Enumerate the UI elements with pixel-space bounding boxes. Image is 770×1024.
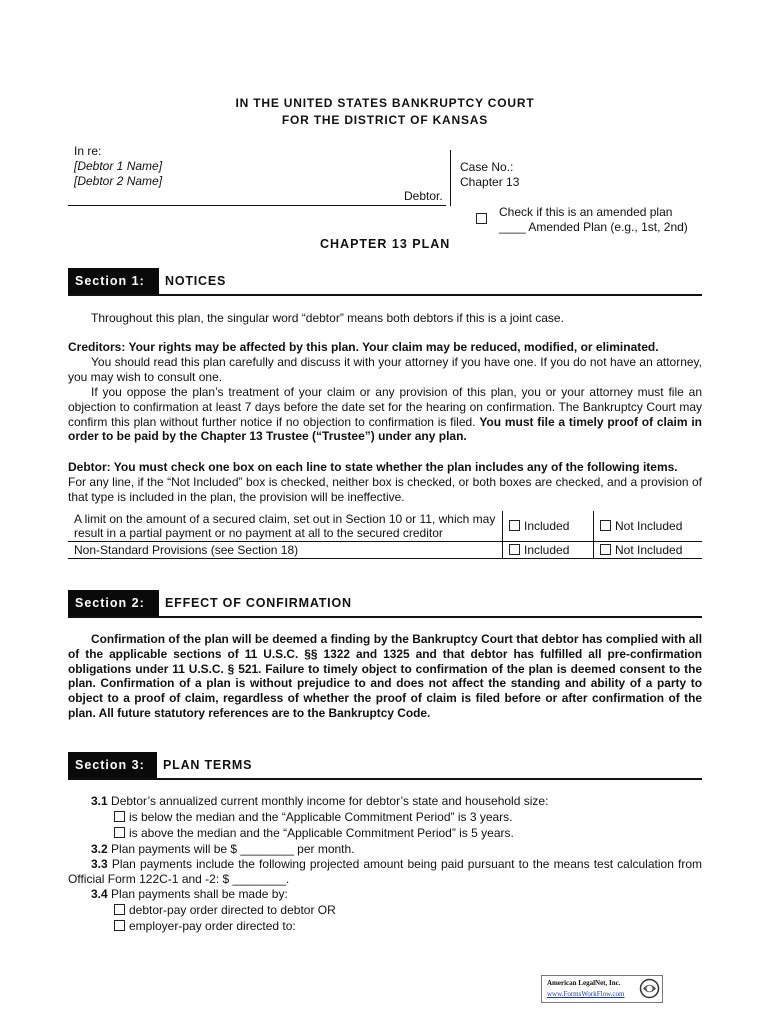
creditors-heading: Creditors: Your rights may be affected by this plan. Your claim may be reduced, modified, or eliminated. xyxy=(68,340,659,354)
included-cell[interactable] xyxy=(503,511,594,542)
not-included-label: Not Included xyxy=(615,519,683,533)
amended-plan-number: ____ Amended Plan (e.g., 1st, 2nd) xyxy=(499,220,688,234)
debtor2-name: [Debtor 2 Name] xyxy=(74,174,163,188)
creditors-paragraph-2 xyxy=(68,385,702,444)
plan-title: CHAPTER 13 PLAN xyxy=(320,237,451,251)
section-3-rule xyxy=(68,778,702,780)
chapter-label: Chapter 13 xyxy=(460,175,520,189)
term-3-4-text: Plan payments shall be made by: xyxy=(111,887,288,901)
section-3-label: Section 3: xyxy=(68,752,157,778)
section-3-header xyxy=(68,752,702,778)
creditors-paragraph-1: You should read this plan carefully and discuss it with your attorney if you have one. If you do not have an attorney, you may wish to consult one. xyxy=(68,355,702,384)
provision-item: Non-Standard Provisions (see Section 18) xyxy=(68,542,503,559)
proof-of-claim-notice: You must file a timely proof of claim in order to be paid by the Chapter 13 Trustee (“Trustee”) under any plan. xyxy=(68,414,703,444)
debtor1-name: [Debtor 1 Name] xyxy=(74,159,163,173)
section-1-title: NOTICES xyxy=(165,274,227,288)
section-3-title: PLAN TERMS xyxy=(163,758,253,772)
court-district: FOR THE DISTRICT OF KANSAS xyxy=(281,113,489,127)
not-included-cell[interactable] xyxy=(594,511,703,542)
term-3-1-text: Debtor’s annualized current monthly income for debtor’s state and household size: xyxy=(111,794,549,808)
provisions-table xyxy=(68,511,702,559)
table-row xyxy=(68,542,702,559)
not-included-cell[interactable] xyxy=(594,542,703,559)
term-3-4 xyxy=(91,887,288,901)
in-re-label: In re: xyxy=(74,144,102,158)
not-included-checkbox[interactable] xyxy=(600,520,611,531)
logo-company: American LegalNet, Inc. xyxy=(547,979,621,987)
section-2-header xyxy=(68,590,702,616)
included-label: Included xyxy=(524,543,570,557)
term-3-1 xyxy=(91,794,548,808)
included-checkbox[interactable] xyxy=(509,520,520,531)
term-3-2 xyxy=(91,842,355,856)
not-included-label: Not Included xyxy=(615,543,683,557)
debtor-pay-label: debtor-pay order directed to debtor OR xyxy=(129,903,336,917)
below-median-label: is below the median and the “Applicable Commitment Period” is 3 years. xyxy=(129,810,513,824)
debtor-pay-option[interactable] xyxy=(114,903,336,917)
above-median-option[interactable] xyxy=(114,826,514,840)
debtor-label: Debtor. xyxy=(404,189,443,203)
case-number-label: Case No.: xyxy=(460,160,514,174)
section-2-rule xyxy=(68,616,702,618)
confirmation-paragraph: Confirmation of the plan will be deemed a finding by the Bankruptcy Court that debtor has complied with all of the applicable sections of 11 U.S.C. §§ 1322 and 1325 and that debtor has fulfilled all pre-confirmation obligations under 11 U.S.C. § 521. Failure to timely object to confirmation of the plan is deemed consent to the plan. Confirmation of a plan is without prejudice to and does not affect the standing and ability of a party to object to a proof of claim, regardless of whether the proof of claim is filed before or after confirmation of the plan. All future statutory references are to the Bankruptcy Code. xyxy=(68,632,702,720)
logo-url[interactable]: www.FormsWorkFlow.com xyxy=(547,990,625,998)
term-3-3-number: 3.3 xyxy=(91,857,108,871)
globe-icon xyxy=(639,978,660,999)
section-1-header xyxy=(68,268,702,294)
debtor-paragraph: For any line, if the “Not Included” box is checked, neither box is checked, or both boxes are checked, and a provision of that type is included in the plan, the provision will be ineffective. xyxy=(68,475,702,504)
below-median-checkbox[interactable] xyxy=(114,811,125,822)
term-3-1-number: 3.1 xyxy=(91,794,108,808)
section-1-rule xyxy=(68,294,702,296)
term-3-2-text: Plan payments will be $ ________ per month. xyxy=(111,842,355,856)
section-2-label: Section 2: xyxy=(68,590,159,616)
above-median-label: is above the median and the “Applicable Commitment Period” is 5 years. xyxy=(129,826,514,840)
caption-divider xyxy=(450,150,451,206)
included-cell[interactable] xyxy=(503,542,594,559)
caption-rule xyxy=(68,205,446,206)
provision-item: A limit on the amount of a secured claim, set out in Section 10 or 11, which may result in a partial payment or no payment at all to the secured creditor xyxy=(68,511,503,542)
term-3-3 xyxy=(68,857,702,887)
debtor-heading: Debtor: You must check one box on each line to state whether the plan includes any of the following items. xyxy=(68,460,678,474)
joint-case-note: Throughout this plan, the singular word “debtor” means both debtors if this is a joint case. xyxy=(91,311,564,325)
debtor-pay-checkbox[interactable] xyxy=(114,904,125,915)
below-median-option[interactable] xyxy=(114,810,513,824)
section-1-label: Section 1: xyxy=(68,268,159,294)
court-name: IN THE UNITED STATES BANKRUPTCY COURT xyxy=(235,96,535,110)
employer-pay-option[interactable] xyxy=(114,919,296,933)
section-2-title: EFFECT OF CONFIRMATION xyxy=(165,596,352,610)
above-median-checkbox[interactable] xyxy=(114,827,125,838)
term-3-3-text: Plan payments include the following projected amount being paid pursuant to the means test calculation from Official Form 122C-1 and -2: $ ________. xyxy=(68,857,702,886)
employer-pay-checkbox[interactable] xyxy=(114,920,125,931)
term-3-2-number: 3.2 xyxy=(91,842,108,856)
creditors-paragraph-2-text: If you oppose the plan’s treatment of your claim or any provision of this plan, you or your attorney must file an objection to confirmation at least 7 days before the date set for the hearing on confirmation. The Bankruptcy Court may confirm this plan without further notice if no objection to confirmation is filed. xyxy=(68,385,702,429)
legalnet-logo xyxy=(541,975,663,1003)
included-label: Included xyxy=(524,519,570,533)
amended-plan-checkbox[interactable] xyxy=(476,213,487,224)
included-checkbox[interactable] xyxy=(509,544,520,555)
table-row xyxy=(68,511,702,542)
not-included-checkbox[interactable] xyxy=(600,544,611,555)
term-3-4-number: 3.4 xyxy=(91,887,108,901)
amended-plan-check-label: Check if this is an amended plan xyxy=(499,205,673,219)
employer-pay-label: employer-pay order directed to: xyxy=(129,919,296,933)
